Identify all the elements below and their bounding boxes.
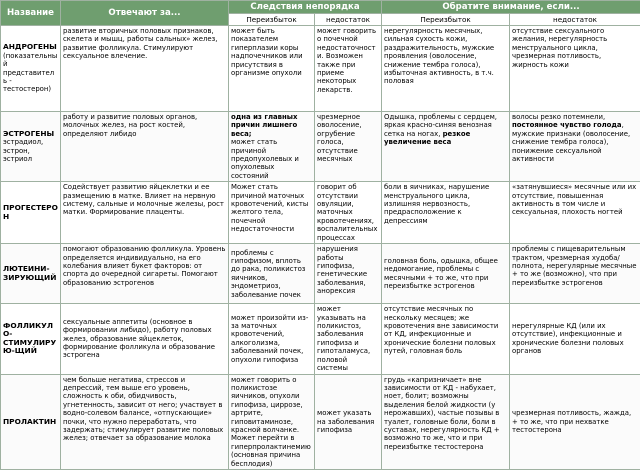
attention-excess-cell [382,112,510,182]
attention-deficit-pre: волосы резко потемнели, [512,113,606,121]
header-attention: Обратите внимание, если... [382,1,640,14]
deficit-cell: нарушения работы гипофиза, генетические заболевания, анорексия [315,244,382,304]
hormone-name-cell [1,304,61,374]
attention-excess-bold: резкое увеличение веса [384,129,471,147]
hormone-name: ЛЮТЕИНИ-ЗИРУЮЩИЙ [3,264,57,282]
excess-cell: может говорить о поликистозе яичников, опухоли гипофиза, циррозе, артрите, гиповитаминозе, красной волчанке. Может перейти в гиперпролактинемию (основная причина бесплодия) [229,374,315,469]
responsible-cell: работу и развитие половых органов, молочных желез, на рост костей, определяют либидо [61,112,229,182]
hormone-name-cell [1,182,61,244]
responsible-cell: сексуальные аппетиты (основное в формировании либидо), работу половых желез, образование яйцеклеток, формирование фолликула и образование эстрогена [61,304,229,374]
deficit-cell: может говорить о почечной недостаточности. Возможен также при приеме некоторых лекарств. [315,26,382,112]
excess-cell: может быть показателем гиперплазии коры надпочечников или присутствия в организме опухоли [229,26,315,112]
header-responsible: Отвечают за... [61,1,229,26]
table-row [1,112,640,182]
responsible-cell: помогают образованию фолликула. Уровень определяется индивидуально, на его колебания влияет букет факторов: от спорта до очередной сигареты. Помогают образованию эстрогенов [61,244,229,304]
attention-deficit-bold: постоянное чувство голода [512,121,622,130]
table-row [1,374,640,469]
responsible-cell: Содействует развитию яйцеклетки и ее размещению в матке. Влияет на нервную систему, сальные и молочные железы, рост матки. Формирование плаценты. [61,182,229,244]
header-excess-2: Переизбыток [382,14,510,26]
deficit-cell: чрезмерное оволосение, огрубение голоса, отсутствие месячных [315,112,382,182]
hormone-name: АНДРОГЕНЫ [3,42,57,52]
header-excess: Переизбыток [229,14,315,26]
header-consequences: Следствия непорядка [229,1,382,14]
attention-excess-cell: головная боль, одышка, общее недомогание, проблемы с месячными + то же, что при переизбытке эстрогенов [382,244,510,304]
hormone-name-cell [1,374,61,469]
hormone-name: ПРОЛАКТИН [3,416,57,426]
attention-excess-cell: грудь «капризничает» вне зависимости от КД - набухает, ноет, болит; возможны выделения белой жидкости (у нерожавших), частые позывы в туалет, головные боли, боли в суставах, нерегулярность КД + возможно то же, что и при переизбытке тестостерона [382,374,510,469]
hormone-name-cell [1,26,61,112]
excess-cell: Может стать причиной маточных кровотечений, кисты желтого тела, почечной недостаточности [229,182,315,244]
excess-cell [229,112,315,182]
attention-deficit-text: , мужские признаки (оволосение, снижение тембра голоса), понижение сексуальной активности [512,121,631,164]
excess-cell: проблемы с гипофизом, вплоть до рака, поликистоз яичников, эндометриоз, заболевание почек [229,244,315,304]
hormone-name: ПРОГЕСТЕРОН [3,203,58,221]
hormone-name-cell [1,244,61,304]
table-row [1,182,640,244]
attention-excess-text: Одышка, проблемы с сердцем, яркая красно-синяя венозная сетка на ногах, [384,113,497,138]
hormone-subname: эстрадиол, эстрон, эстриол [3,138,44,164]
hormone-name: ФОЛЛИКУЛО-СТИМУЛИРУЮ-ЩИЙ [3,321,57,356]
deficit-cell: говорит об отсутствии овуляции, маточных кровотечениях, воспалительных процессах [315,182,382,244]
hormone-subname: (показательный представитель - тестостерон) [3,51,58,94]
excess-bold-text: одна из главных причин лишнего веса; [231,113,298,138]
table-row [1,26,640,112]
attention-deficit-cell [510,112,640,182]
header-deficit-2: недостаток [510,14,640,26]
excess-cell: может произойти из-за маточных кровотечений, алкоголизма, заболеваний почек, опухоли гипофиза [229,304,315,374]
header-name: Название [1,1,61,26]
deficit-cell: может указать на заболевания гипофиза [315,374,382,469]
attention-deficit-cell: нерегулярные КД (или их отсутствие), инфекционные и хронические болезни половых органов [510,304,640,374]
attention-deficit-cell: отсутствие сексуального желания, нерегулярность менструального цикла, чрезмерная потливость, жирность кожи [510,26,640,112]
attention-deficit-cell: «затянувшиеся» месячные или их отсутствие, повышенная активность в том числе и сексуальная, плохость ногтей [510,182,640,244]
attention-excess-cell: отсутствие месячных по нескольку месяцев; же кровотечения вне зависимости от КД, инфекционные и хронические болезни половых путей, головная боль [382,304,510,374]
responsible-cell: чем больше негатива, стрессов и депрессий, тем выше его уровень, сложность к оби, обидчивость, угнетенность, зависит от него; участвует в водно-солевом балансе, «отпускающие» почки, что нужно переработать, что задержать; стимулирует развитие половых желез; отвечает за образование молока [61,374,229,469]
hormone-name-cell [1,112,61,182]
attention-excess-cell: боли в яичниках, нарушение менструального цикла, излишняя нервозность, предрасположение к депрессиям [382,182,510,244]
attention-excess-cell: нерегулярность месячных, сильная сухость кожи, раздражительность, мужские проявления (оволосение, снижение тембра голоса), избыточная активность, в т.ч. половая [382,26,510,112]
responsible-cell: развитие вторичных половых признаков, скелета и мышц, работы сальных» желез, развитие фолликула. Стимулируют сексуальное влечение. [61,26,229,112]
deficit-cell: может указывать на поликистоз, заболевания гипофиза и гипоталамуса, половой системы [315,304,382,374]
excess-text: может стать причиной предопухолевых и опухолевых состояний [231,138,299,180]
table-row [1,304,640,374]
attention-deficit-cell: чрезмерная потливость, жажда, + то же, что при нехватке тестостерона [510,374,640,469]
header-deficit: недостаток [315,14,382,26]
attention-deficit-cell: проблемы с пищеварительным трактом, чрезмерная худоба/полнота, нерегулярные месячные + то же (возможно), что при переизбытке эстрогенов [510,244,640,304]
table-row [1,244,640,304]
hormone-name: ЭСТРОГЕНЫ [3,128,55,138]
